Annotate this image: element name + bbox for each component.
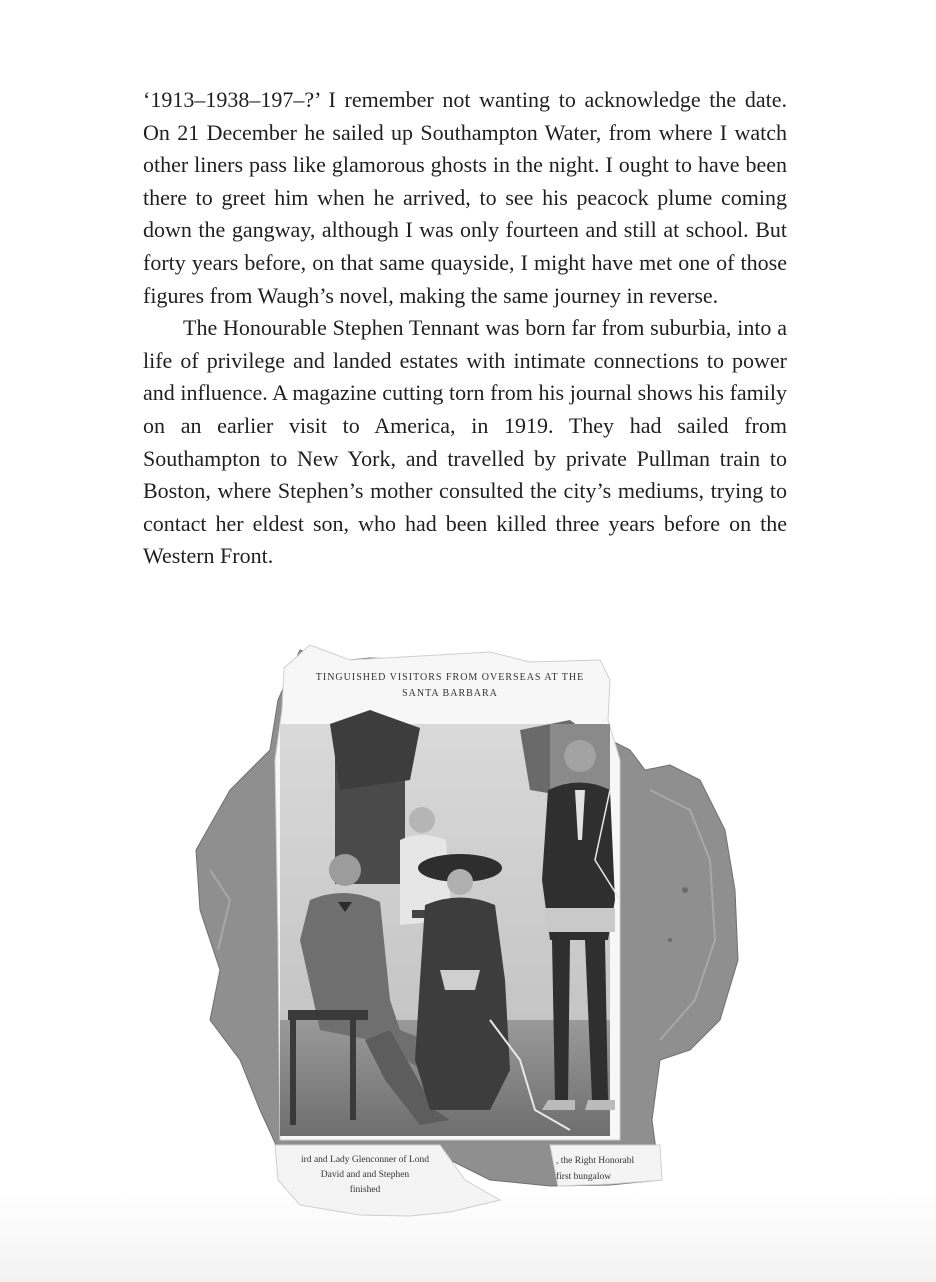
clipping-caption-right: [556, 1153, 666, 1185]
paragraph-2: The Honourable Stephen Tennant was born far from suburbia, into a life of privilege and landed estates with intimate connections to power and influence. A magazine cutting torn from his journal shows his family on an earlier visit to America, in 1919. They had sailed from Southampton to New York, and travelled by private Pullman train to Boston, where Stephen’s mother consulted the city’s mediums, trying to contact her eldest son, who had been killed three years before on the Western Front.: [143, 315, 787, 569]
caption-right-line-2: first bungalow: [556, 1172, 612, 1182]
clipping-header: [285, 670, 615, 702]
caption-left-line-1: ird and Lady Glenconner of Lond: [301, 1155, 429, 1165]
family-photograph: [280, 710, 620, 1136]
paragraph-1: ‘1913–1938–197–?’ I remember not wanting to acknowledge the date. On 21 December he sailed up Southampton Water, from where I watch other liners pass like glamorous ghosts in the night. I ought to have been there to greet him when he arrived, to see his peacock plume coming down the gangway, although I was only fourteen and still at school. But forty years before, on that same quayside, I might have met one of those figures from Waugh’s novel, making the same journey in reverse.: [143, 87, 787, 308]
clipping-illustration: [190, 640, 740, 1220]
clipping-header-line-2: SANTA BARBARA: [402, 688, 498, 699]
caption-left-line-2: David and and Stephen: [320, 1170, 410, 1180]
clipping-header-line-1: TINGUISHED VISITORS FROM OVERSEAS AT THE: [315, 672, 585, 683]
clipping-caption-left: [280, 1153, 450, 1198]
body-text: [143, 84, 787, 573]
caption-right-line-1: , the Right Honorabl: [556, 1156, 635, 1166]
caption-left-line-3: finished: [349, 1185, 381, 1195]
magazine-clipping: [190, 640, 740, 1220]
